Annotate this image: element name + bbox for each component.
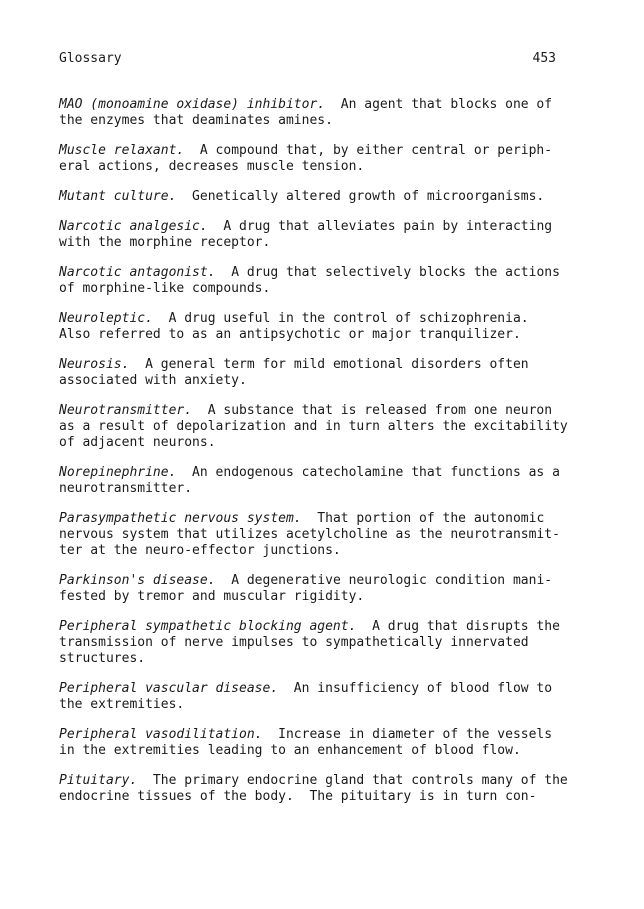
entry-definition: A drug that selectively blocks the actions	[215, 265, 560, 280]
glossary-entry	[59, 619, 569, 667]
glossary-entry	[59, 311, 569, 343]
entry-line	[59, 311, 569, 327]
entry-term: Neurotransmitter.	[59, 403, 193, 418]
entry-line: nervous system that utilizes acetylcholine as the neurotransmit-	[59, 527, 560, 542]
entry-line	[59, 773, 569, 789]
entry-term: Norepinephrine.	[59, 465, 177, 480]
entry-definition: A drug useful in the control of schizophrenia.	[152, 311, 529, 326]
entry-definition: That portion of the autonomic	[301, 511, 545, 526]
entry-line: with the morphine receptor.	[59, 235, 271, 250]
entry-line	[59, 219, 569, 235]
glossary-entry	[59, 403, 569, 451]
entry-term: Narcotic antagonist.	[59, 265, 216, 280]
entry-line	[59, 727, 569, 743]
entry-definition: A degenerative neurologic condition mani-	[215, 573, 553, 588]
entry-line	[59, 573, 569, 589]
entry-definition: A substance that is released from one neuron	[192, 403, 553, 418]
entry-line: in the extremities leading to an enhancement of blood flow.	[59, 743, 521, 758]
glossary-entry	[59, 219, 569, 251]
entry-line: endocrine tissues of the body. The pituitary is in turn con-	[59, 789, 537, 804]
entry-line	[59, 265, 569, 281]
entry-term: Parasympathetic nervous system.	[59, 511, 302, 526]
entry-term: Neuroleptic.	[59, 311, 153, 326]
entry-line: as a result of depolarization and in turn alters the excitability	[59, 419, 568, 434]
entry-line: transmission of nerve impulses to sympathetically innervated	[59, 635, 529, 650]
glossary-entry	[59, 773, 569, 805]
entry-line: fested by tremor and muscular rigidity.	[59, 589, 365, 604]
entry-definition: Genetically altered growth of microorganisms.	[176, 189, 545, 204]
entry-definition: Increase in diameter of the vessels	[262, 727, 553, 742]
entry-term: Muscle relaxant.	[59, 143, 185, 158]
entry-definition: A drug that disrupts the	[356, 619, 560, 634]
glossary-entry	[59, 511, 569, 559]
entry-term: Pituitary.	[59, 773, 138, 788]
glossary-entries	[59, 97, 569, 819]
glossary-entry	[59, 189, 569, 205]
entry-line: of morphine-like compounds.	[59, 281, 271, 296]
entry-line: structures.	[59, 651, 146, 666]
section-title: Glossary	[59, 51, 122, 66]
glossary-entry	[59, 681, 569, 713]
entry-line	[59, 465, 569, 481]
entry-term: Peripheral vascular disease.	[59, 681, 279, 696]
entry-line	[59, 357, 569, 373]
entry-line: of adjacent neurons.	[59, 435, 216, 450]
page-number: 453	[532, 51, 556, 66]
entry-line	[59, 143, 569, 159]
entry-line: associated with anxiety.	[59, 373, 247, 388]
entry-line	[59, 681, 569, 697]
glossary-entry	[59, 465, 569, 497]
entry-definition: The primary endocrine gland that controls many of the	[137, 773, 568, 788]
glossary-entry	[59, 727, 569, 759]
entry-term: Peripheral vasodilitation.	[59, 727, 263, 742]
entry-line	[59, 97, 569, 113]
entry-line: the extremities.	[59, 697, 185, 712]
entry-line: neurotransmitter.	[59, 481, 193, 496]
entry-line: Also referred to as an antipsychotic or major tranquilizer.	[59, 327, 521, 342]
entry-line	[59, 511, 569, 527]
entry-term: Parkinson's disease.	[59, 573, 216, 588]
entry-term: Narcotic analgesic.	[59, 219, 208, 234]
entry-definition: An insufficiency of blood flow to	[278, 681, 553, 696]
entry-term: Peripheral sympathetic blocking agent.	[59, 619, 357, 634]
entry-term: Mutant culture.	[59, 189, 177, 204]
entry-definition: An endogenous catecholamine that functions as a	[176, 465, 560, 480]
entry-definition: A general term for mild emotional disorders often	[129, 357, 529, 372]
glossary-entry	[59, 573, 569, 605]
glossary-entry	[59, 265, 569, 297]
glossary-entry	[59, 357, 569, 389]
entry-definition: A compound that, by either central or periph-	[184, 143, 553, 158]
glossary-entry	[59, 97, 569, 129]
entry-term: MAO (monoamine oxidase) inhibitor.	[59, 97, 326, 112]
entry-line: the enzymes that deaminates amines.	[59, 113, 333, 128]
entry-definition: An agent that blocks one of	[325, 97, 553, 112]
entry-line	[59, 403, 569, 419]
entry-line	[59, 619, 569, 635]
entry-line: ter at the neuro-effector junctions.	[59, 543, 341, 558]
page-header	[59, 50, 556, 68]
entry-line: eral actions, decreases muscle tension.	[59, 159, 365, 174]
glossary-entry	[59, 143, 569, 175]
entry-line	[59, 189, 569, 205]
entry-term: Neurosis.	[59, 357, 130, 372]
entry-definition: A drug that alleviates pain by interacting	[207, 219, 553, 234]
